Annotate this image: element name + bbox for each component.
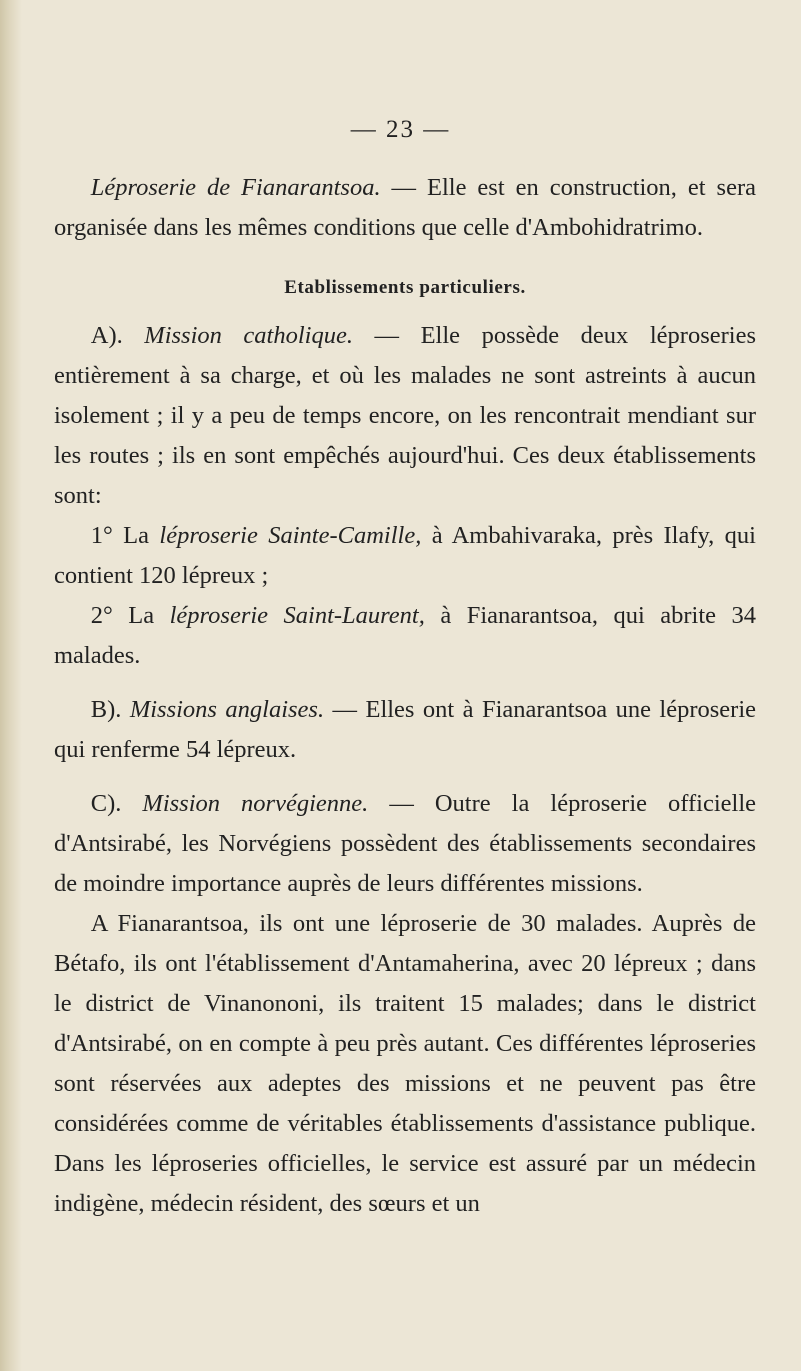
paragraph-heading: Mission catholique. [144,322,353,349]
paragraph-heading: Missions anglaises. [129,696,325,723]
book-spine-shadow [0,0,22,1371]
paragraph-mission-norvegienne [54,784,756,904]
item-label: 2° La [90,602,170,629]
paragraph-saint-laurent [54,596,756,676]
paragraph-heading: léproserie Sainte-Camille, [159,522,422,549]
paragraph-fianarantsoa [54,168,756,248]
item-label: B). [90,696,130,723]
paragraph-sainte-camille [54,516,756,596]
paragraph-heading: Mission norvégienne. [142,790,369,817]
item-label: 1° La [90,522,160,549]
paragraph-text: — Elles ont à Fianarantsoa une léproserie qui renferme 54 lépreux. [54,696,757,763]
paragraph-fianarantsoa-details: A Fianarantsoa, ils ont une léproserie de 30 malades. Auprès de Bétafo, ils ont l'établissement d'Antamaherina, avec 20 lépreux ; dans le district de Vinanononi, ils traitent 15 malades; dans le district d'Antsirabé, on en compte à peu près autant. Ces différentes léproseries sont réservées aux adeptes des missions et ne peuvent pas être considérées comme de véritables établissements d'assistance publique. Dans les léproseries officielles, le service est assuré par un médecin indigène, médecin résident, des sœurs et un [54,910,756,1217]
paragraph-text: à Ambahivaraka, près Ilafy, qui contient 120 lépreux ; [54,522,756,589]
section-title: Etablissements particuliers. [284,277,526,298]
paragraph-heading: Léproserie de Fianarantsoa. [90,174,381,201]
page-body [54,168,756,1224]
paragraph-text: — Outre la léproserie officielle d'Antsirabé, les Norvégiens possèdent des établissements secondaires de moindre importance auprès de leurs différentes missions. [54,790,757,897]
item-label: A). [90,322,145,349]
paragraph-text: — Elle possède deux léproseries entièrement à sa charge, et où les malades ne sont astreints à aucun isolement ; il y a peu de temps encore, on les rencontrait mendiant sur les routes ; ils en sont empêchés aujourd'hui. Ces deux établissements sont: [54,322,756,509]
paragraph-text: à Fianarantsoa, qui abrite 34 malades. [54,602,757,669]
item-label: C). [90,790,143,817]
page-number: — 23 — [350,116,451,143]
paragraph-text: — Elle est en construction, et sera organisée dans les mêmes conditions que celle d'Ambohidratrimo. [54,174,756,241]
paragraph-heading: léproserie Saint-Laurent, [169,602,425,629]
paragraph-mission-catholique [54,316,756,516]
paragraph-missions-anglaises [54,690,756,770]
